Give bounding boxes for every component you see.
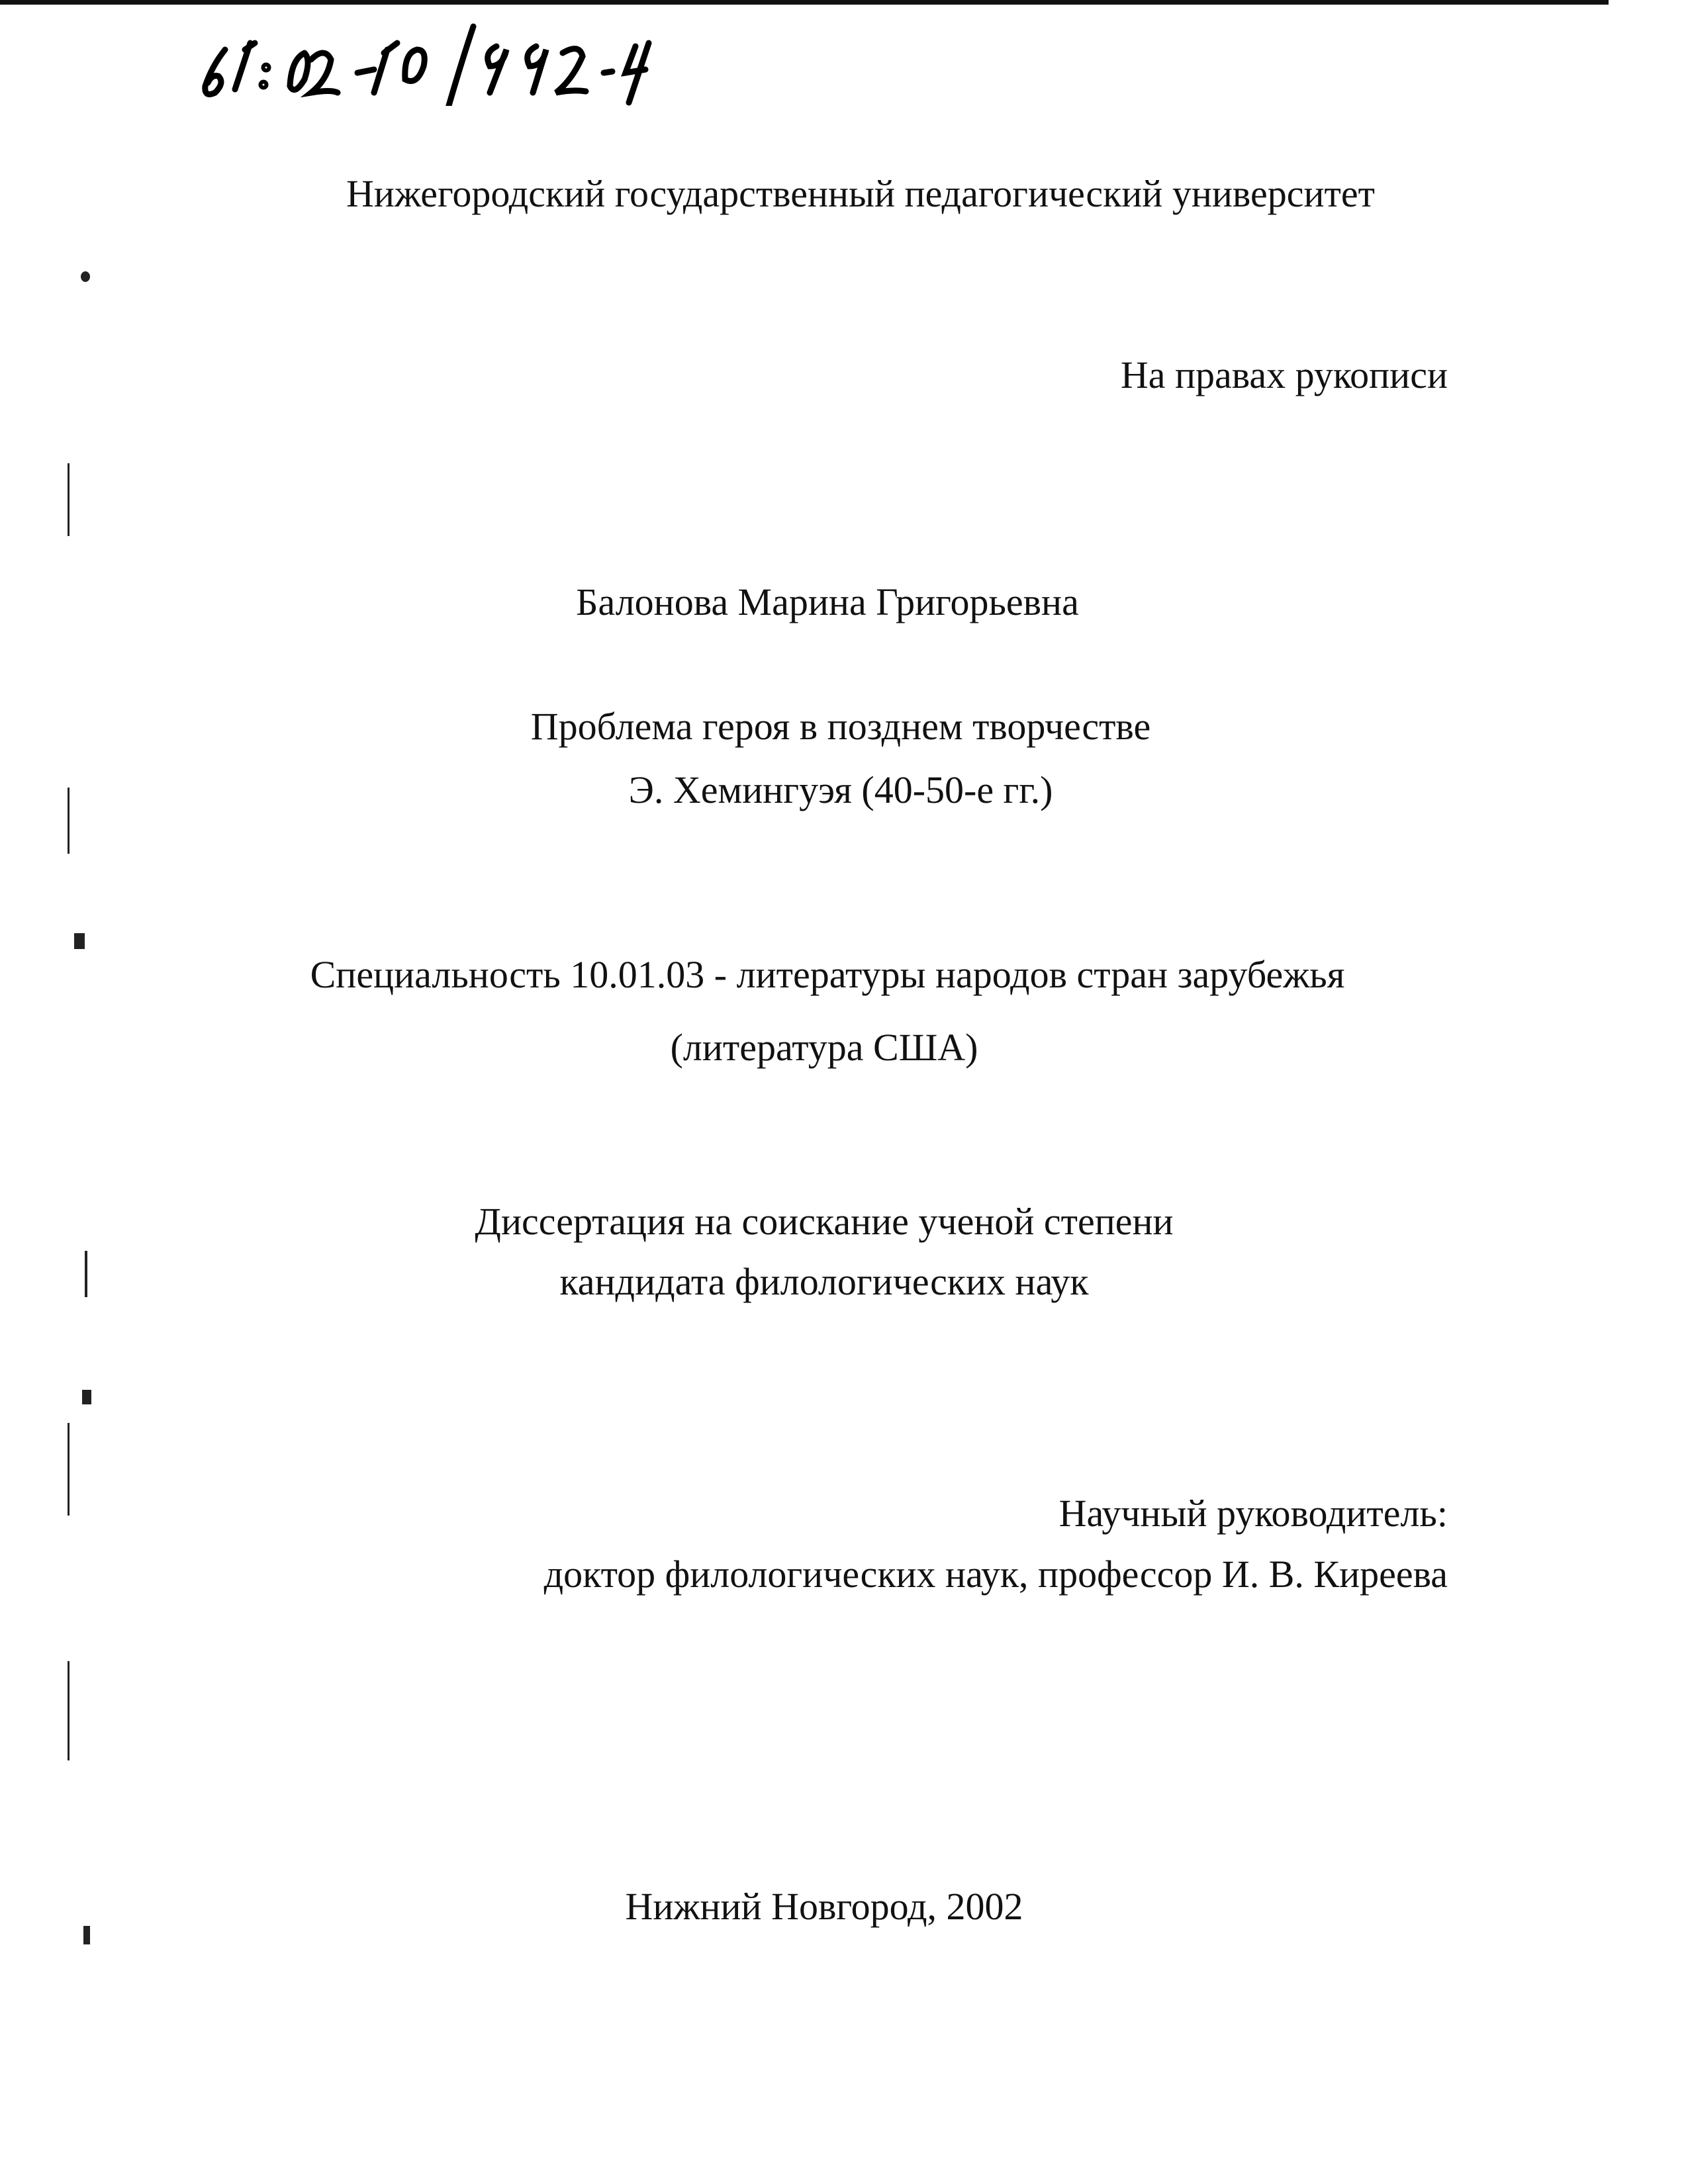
scan-speck [82, 1390, 91, 1404]
title-line-1: Проблема героя в позднем творчестве [530, 705, 1151, 748]
handwritten-catalog-number [199, 13, 821, 106]
degree-line-2: кандидата филологических наук [559, 1260, 1089, 1303]
supervisor-label: Научный руководитель: [1058, 1492, 1448, 1535]
scan-speck [74, 933, 85, 949]
university-name: Нижегородский государственный педагогический университет [346, 172, 1375, 215]
scan-speck [83, 1926, 90, 1944]
specialty-line-2: (литература США) [670, 1026, 978, 1069]
scan-top-border [0, 0, 1609, 5]
scan-speck [81, 271, 90, 282]
author-name: Балонова Марина Григорьевна [576, 580, 1079, 623]
supervisor-name: доктор филологических наук, профессор И. В. Киреева [543, 1553, 1448, 1596]
scan-margin-line [68, 1423, 70, 1516]
scan-margin-line [68, 788, 70, 854]
title-line-2: Э. Хемингуэя (40-50-е гг.) [628, 768, 1053, 811]
degree-line-1: Диссертация на соискание ученой степени [475, 1200, 1174, 1243]
specialty-line-1: Специальность 10.01.03 - литературы народов стран зарубежья [310, 953, 1345, 996]
manuscript-rights-note: На правах рукописи [1120, 353, 1448, 396]
scan-margin-line [85, 1251, 87, 1297]
scan-margin-line [68, 463, 70, 536]
scan-margin-line [68, 1661, 70, 1760]
place-and-year: Нижний Новгород, 2002 [625, 1885, 1023, 1928]
